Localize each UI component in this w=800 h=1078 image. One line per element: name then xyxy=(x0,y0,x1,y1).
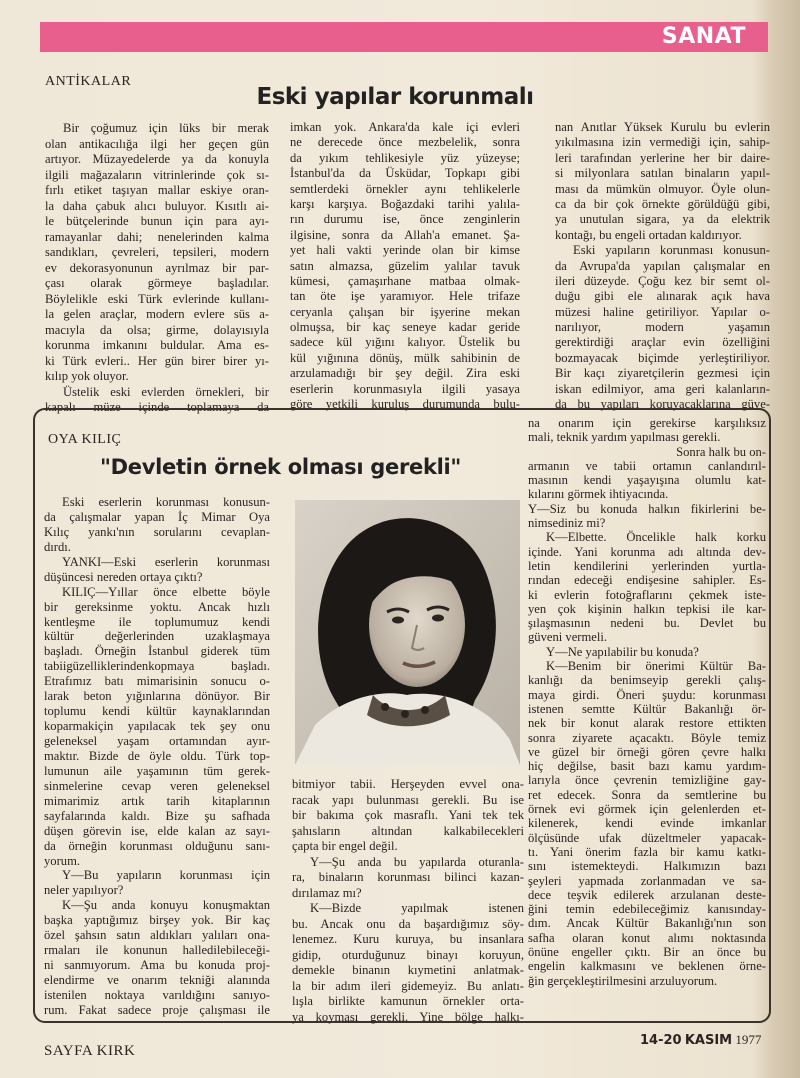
text-line: Bir çoğumuz için lüks bir merak xyxy=(63,121,269,135)
text-line: kapalı müze içinde toplamaya da xyxy=(45,400,269,414)
text-line: bir bakıma çok masraflı. Yani tek tek xyxy=(292,808,524,822)
issue-month: KASIM xyxy=(684,1033,733,1048)
text-line: yıkılmasına izin vermediği için, sahip- xyxy=(555,135,770,150)
text-line: tı. Yani önerim fazla bir kamu katkı- xyxy=(528,844,766,859)
text-line: mali, teknik yardım yapılması gerekli. xyxy=(528,430,721,445)
text-line: düşüncesi nereden ortaya çıktı? xyxy=(44,569,203,584)
text-line: Böylelikle eski Türk evlerinde kullanı- xyxy=(45,291,269,306)
text-line: göre yetkili kuruluş durumunda bulu- xyxy=(290,397,520,412)
text-line: engelin kalkmasını ve beklenen örne- xyxy=(528,959,766,974)
text-line: kül yığınına dönüş, mülk sahibinin de xyxy=(290,350,520,365)
text-line: K—Bizde yapılmak istenen xyxy=(310,901,524,915)
text-line: la daha çabuk alıcı buluyor. Kısıtlı ai- xyxy=(45,198,269,213)
interview-column-3 xyxy=(528,416,766,988)
text-line: demekle binanın kıymetini anlatmak- xyxy=(292,963,524,977)
interview-byline: OYA KILIÇ xyxy=(48,432,122,447)
text-line: Eski yapıların korunması konusun- xyxy=(573,243,770,258)
text-line: dım. Ancak Kültür Bakanlığı'nın son xyxy=(528,916,766,931)
text-line: semtlerdeki örnekler aynı tehlikelerle xyxy=(290,181,520,196)
issue-days: 14-20 xyxy=(640,1033,682,1048)
text-line: şılaşmasının nedeni bu. Devlet bu xyxy=(528,616,766,631)
text-line: fırlı etiket taşıyan mallar eskiye oran- xyxy=(45,183,269,197)
text-line: başladı. Örneğin İstanbul giderek tüm xyxy=(44,644,270,659)
text-line: nek bir konut alarak restore ettikten xyxy=(528,716,766,731)
text-line: karşı karşıya. Boğazdaki tarihi yalıla- xyxy=(290,196,520,211)
text-line: sadece kül yığını kalıyor. Üstelik bu xyxy=(290,335,520,350)
text-line: istenen semtte Kültür Bakanlığı ör- xyxy=(528,701,766,716)
text-line: yen çok kişinin halkın tepkisi ile kar- xyxy=(528,601,766,616)
text-line: macıyla da olsa; girme, dolayısıyla xyxy=(45,322,269,337)
text-line: rmaları ile konunun halledilebileceği- xyxy=(44,943,270,958)
text-line: korunma imkanını buldular. Ama es- xyxy=(45,338,269,352)
text-line: lumunun aile yaşamının tüm gerek- xyxy=(44,763,270,778)
text-line: sonra ziyarete açacaktı. Böyle temiz xyxy=(528,730,766,745)
text-line: bir gereksinme yoktu. Ancak hızlı xyxy=(44,599,270,614)
text-line: masının kendi yaşayışına olumlu kat- xyxy=(528,473,766,488)
text-line: örnek evi görmek için gelenlerden et- xyxy=(528,802,766,817)
text-line: sını istemekteydi. Halkımızın bazı xyxy=(528,859,766,874)
text-line: si milyonlara satılan binaların yapıl- xyxy=(555,166,770,181)
text-line: duğu gibi ele alınarak açık hava xyxy=(555,289,770,304)
text-line: ra, binaların korunması bilinci kazan- xyxy=(292,870,524,884)
section-label: SANAT xyxy=(661,24,746,49)
text-line: larıyla önce çevrenin temizliğine gay- xyxy=(528,773,766,788)
text-line: KILIÇ—Yıllar önce elbette böyle xyxy=(62,584,270,599)
text-line: lenemez. Kuru kuruya, bu insanlara xyxy=(292,932,524,946)
text-line: K—Elbette. Öncelikle halk korku xyxy=(546,530,766,545)
text-line: ve güzel bir örneği gören çevre halkı xyxy=(528,744,766,759)
text-line: nan Anıtlar Yüksek Kurulu bu evlerin xyxy=(555,120,770,134)
text-line: gidip, oturduğunuz binayı koruyun, xyxy=(292,947,524,962)
text-line: ret edecek. Sonra da semtlerine bu xyxy=(528,787,766,802)
text-line: kilenerek, kendi evinde imkanlar xyxy=(528,816,766,831)
text-line: imkan yok. Ankara'da kale içi evleri xyxy=(290,120,520,134)
text-line: kontağı, bu engeli ortadan kaldırıyor. xyxy=(555,227,742,242)
text-line: ev dekorasyonunun ayrılmaz bir par- xyxy=(45,260,269,275)
text-line: bozmayacak biçimde yerleştiriliyor. xyxy=(555,350,770,365)
text-line: da bu yapıları koruyacaklarına güve- xyxy=(555,397,770,412)
text-line: olan antikacılığa ilgi her geçen gün xyxy=(45,136,269,151)
text-line: narılıyor, modern yaşamın xyxy=(555,320,770,335)
text-line: kümesi, çamaşırhane matbaa olmak- xyxy=(290,273,520,288)
text-line: Y—Bu yapıların korunması için xyxy=(62,868,270,883)
text-line: olmuşsa, bir kaç seneye kadar geride xyxy=(290,320,520,335)
text-line: Sonra halk bu on- xyxy=(676,444,766,459)
text-line: na onarım için gerekirse karşılıksız xyxy=(528,416,766,430)
text-line: la bir adım ileri gidemeyiz. Bu anlatı- xyxy=(292,978,524,993)
text-line: sandıkları, çevreleri, tepsileri, modern xyxy=(45,245,269,259)
text-line: ni sanmıyorum. Ama bu konuda proj- xyxy=(44,958,270,973)
article-kicker: ANTİKALAR xyxy=(45,74,132,89)
text-line: ne derecede önce mezbelelik, sonra xyxy=(290,135,520,150)
text-line: sayfalarında kaldı. Bize şu safhada xyxy=(44,808,270,823)
text-line: rın durumu ise, önce zenginlerin xyxy=(290,212,520,227)
text-line: le bütçelerinde bunun için para ayı- xyxy=(45,214,269,228)
text-line: çapta bir engel değil. xyxy=(292,839,398,853)
text-line: lışla birlikte kamunun örnekler orta- xyxy=(292,994,524,1008)
interview-title: "Devletin örnek olması gerekli" xyxy=(100,455,462,479)
text-line: YANKI—Eski eserlerin korunması xyxy=(62,554,270,569)
text-line: Y—Şu anda bu yapılarda oturanla- xyxy=(310,854,524,869)
text-line: içinde. Yani korunma adı altında dev- xyxy=(528,544,766,559)
text-line: ceryanla çalışan bir işyerine mekan xyxy=(290,304,520,319)
text-line: satın almazsa, güzelim yalılar tavuk xyxy=(290,258,520,273)
text-line: hiç değilse, basit bazı kamu yardım- xyxy=(528,759,766,774)
text-line: letin kendilerini yerlerinden yurtla- xyxy=(528,558,766,573)
text-line: güveni vermeli. xyxy=(528,630,608,645)
issue-year: 1977 xyxy=(735,1032,762,1047)
text-line: düşen görevin ise, elde kalan az sayı- xyxy=(44,823,270,838)
text-line: kentleşme ile toplumumuz kendi xyxy=(44,614,270,629)
issue-date xyxy=(640,1032,761,1048)
text-line: racak yapı bulunması gerekli. Bu ise xyxy=(292,792,524,807)
text-line: armanın ve tabii ortamın canlandırıl- xyxy=(528,458,766,473)
text-line: özel şahsın satın aldıkları yalıları ona- xyxy=(44,928,270,943)
text-line: mimarimiz artık tarih kitaplarının xyxy=(44,793,270,808)
text-line: başka yaptığımız birşey yok. Bir kaç xyxy=(44,913,270,928)
text-line: bu. Ancak onu da başardığımız söy- xyxy=(292,916,524,931)
text-line: Y—Siz bu konuda halkın fikirlerini be- xyxy=(528,501,766,516)
text-line: bitmiyor tabii. Herşeyden evvel ona- xyxy=(292,777,524,791)
text-line: ki evlerin fotoğraflarını çekmek iste- xyxy=(528,587,766,602)
text-line: ölçüsünde ufak düzeltmeler yapacak- xyxy=(528,830,766,845)
text-line: yorum. xyxy=(44,853,81,868)
text-line: Bir kaçı ziyaretçilerin gezmesi için xyxy=(555,366,770,381)
text-line: maktır. Bizde de öyle oldu. Türk top- xyxy=(44,748,270,763)
text-line: İstanbul'da da Üsküdar, Topkapı gibi xyxy=(290,166,520,181)
text-line: geleneksel yaşam ortamından ayır- xyxy=(44,734,270,748)
text-line: kanlığı da benimseyip gerekli çalış- xyxy=(528,673,766,688)
article-title: Eski yapılar korunmalı xyxy=(256,84,534,110)
text-line: artıyor. Müzayedelerde ya da konuyla xyxy=(45,152,269,166)
text-line: sinmelerine cevap veren geleneksel xyxy=(44,778,270,793)
text-line: ilgili mağazaların vitrinlerinde çok sı- xyxy=(45,167,269,182)
text-line: arzulamadığı bir şey değil. Zira eski xyxy=(290,366,520,381)
text-line: kılıp yok oluyor. xyxy=(45,369,129,383)
text-line: maya girdi. Öneri şuydu: korunması xyxy=(528,687,766,702)
text-line: eserlerin korunmasıyla ilgili yasaya xyxy=(290,381,520,396)
interview-column-2 xyxy=(292,777,524,1025)
page-number: SAYFA KIRK xyxy=(44,1043,136,1059)
interview-column-1 xyxy=(44,495,270,1018)
text-line: şahısların altından kalkabilecekleri xyxy=(292,823,524,838)
text-line: nimsediniz mi? xyxy=(528,516,606,531)
text-line: Etrafımız batı mimarisinin sonucu o- xyxy=(44,674,270,689)
text-line: kılarını görmek ihtiyacında. xyxy=(528,487,669,502)
text-line: dırdı. xyxy=(44,539,71,554)
text-line: müzesi haline getiriliyor. Yapılar o- xyxy=(555,304,770,319)
text-line: leri tarafından yerlerine her bir daire- xyxy=(555,150,770,165)
text-line: tabiigüzelliklerindenkopmaya başladı. xyxy=(44,659,270,674)
text-line: da Avrupa'da yapılan çalışmalar en xyxy=(555,258,770,273)
text-line: gerektirdiği araçlar evin özelliğini xyxy=(555,335,770,350)
text-line: Eski eserlerin korunması konusun- xyxy=(62,495,270,509)
text-line: şeyleri yapmada zorlanmadan ve sa- xyxy=(528,873,766,888)
text-line: ması da mümkün olmuyor. Öyle olun- xyxy=(555,181,770,196)
text-line: dece teşvik edilerek arzulanan deste- xyxy=(528,887,766,902)
text-line: da yıkım tehlikesiyle yüz yüzeyse; xyxy=(290,150,520,165)
text-line: larak beton yığınlarına dönüyor. Bir xyxy=(44,689,270,704)
text-line: dırılamaz mı? xyxy=(292,885,362,900)
article-column-3 xyxy=(555,120,770,412)
text-line: safha olaran konut alımı noktasında xyxy=(528,930,766,945)
article-column-1 xyxy=(45,121,269,416)
text-line: Y—Ne yapılabilir bu konuda? xyxy=(546,644,699,659)
text-line: önüne engeller çıktı. Bir an önce bu xyxy=(528,944,766,959)
text-line: kültür değerlerinden uzaklaşmaya xyxy=(44,629,270,644)
article-column-2 xyxy=(290,120,520,412)
text-line: ca da bir çok örnekte görüldüğü gibi, xyxy=(555,196,770,211)
text-line: tan öte işe yaramıyor. Hele trifaze xyxy=(290,289,520,304)
text-line: neler yapılıyor? xyxy=(44,883,124,898)
text-line: ki Türk evleri.. Her gün birer birer yı- xyxy=(45,353,269,368)
text-line: rum. Fakat sadece proje çalışması ile xyxy=(44,1002,270,1017)
text-line: ğin gerçekleştirilmesini arzuluyorum. xyxy=(528,973,718,988)
text-line: ileri düzeyde. Çoğu kez bir semt ol- xyxy=(555,273,770,288)
section-banner xyxy=(40,22,768,52)
text-line: elendirme ve onarım tekniği alanında xyxy=(44,973,270,987)
text-line: ilgisine, sonra da Allah'a emanet. Şa- xyxy=(290,227,520,242)
text-line: ramayanlar dahi; nenelerinden kalma xyxy=(45,229,269,244)
text-line: ğini temin edebileceğimiz kanısınday- xyxy=(528,902,766,917)
text-line: ya koyması gerekli. Yine bölge halkı- xyxy=(292,1009,524,1024)
text-line: toplumu kendi kültür kaynaklarından xyxy=(44,704,270,719)
text-line: çası olarak görmeye başladılar. xyxy=(45,276,269,290)
text-line: la gelen araçlar, modern evlere süs a- xyxy=(45,307,269,321)
text-line: K—Şu anda konuyu konuşmaktan xyxy=(62,898,270,913)
text-line: iskan edilmiyor, ama geri kalanların- xyxy=(555,381,770,396)
text-line: istenilen noktaya varıldığını sanıyo- xyxy=(44,987,270,1002)
text-line: ya unutulan sigara, ya da elektrik xyxy=(555,212,770,227)
text-line: Kılıç yankı'nın sorularını cevaplan- xyxy=(44,524,270,539)
text-line: da çalışmalar yapan İç Mimar Oya xyxy=(44,509,270,524)
portrait-photo xyxy=(295,500,520,765)
text-line: rından edeceği endişesine sahipler. Es- xyxy=(528,573,766,588)
text-line: K—Benim bir önerimi Kültür Ba- xyxy=(546,659,766,674)
text-line: koparmakiçin yapılacak tek şey onu xyxy=(44,719,270,734)
text-line: da örneğin korunması olduğunu sanı- xyxy=(44,838,270,853)
text-line: yet hali vakti yerinde olan bir kimse xyxy=(290,243,520,258)
text-line: Üstelik eski evlerden örnekleri, bir xyxy=(63,384,269,399)
